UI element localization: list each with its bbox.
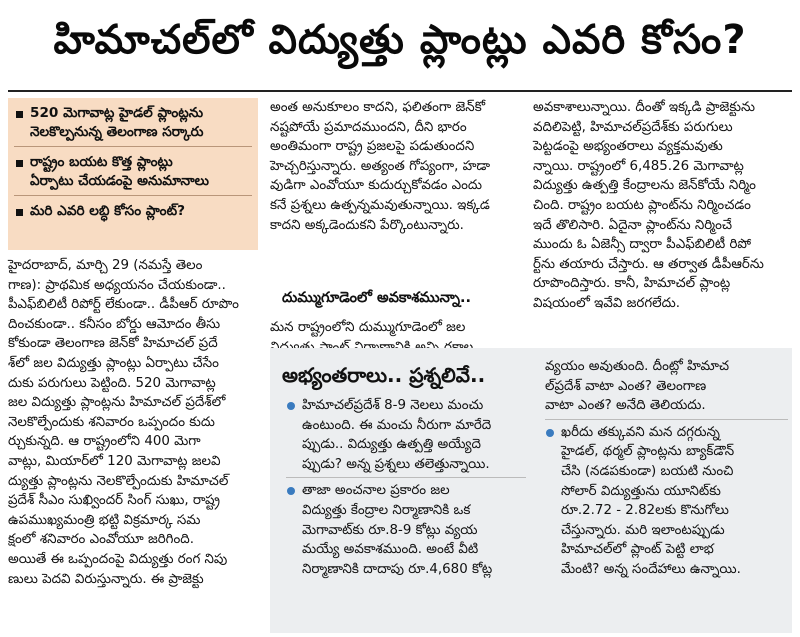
- objection-item: [545, 357, 788, 416]
- text-line: హిమాచల్‌ప్రదేశ్ 8-9 నెలలు మంచు: [302, 398, 484, 413]
- text-line: రూపొందిస్తారు. కానీ, హిమాచల్ ప్లాంట్ల: [533, 276, 731, 292]
- square-bullet-icon: [16, 160, 23, 167]
- objection-item: [286, 481, 526, 579]
- text-line: కనే ప్రశ్నలు ఉత్పన్నమవుతున్నాయి. ఇక్కడ: [270, 197, 490, 213]
- text-line: తాజా అంచనాల ప్రకారం జల: [302, 483, 450, 499]
- text-line: ముందు ఓ ఏజెన్సీ ద్వారా పీఎఫ్‌బిలిటీ రిపో: [533, 237, 752, 253]
- article-column-1: [8, 256, 258, 589]
- text-line: న్నాయి. రాష్ట్రంలో 6,485.26 మెగావాట్ల: [533, 158, 744, 174]
- text-line: మేంటి? అన్న సందేహాలు ఉన్నాయి.: [561, 561, 741, 577]
- text-line: ప్రదేశ్ సీఎం సుఖ్విందర్ సింగ్ సుఖు, రాష్ట్ర: [8, 493, 221, 509]
- text-line: విషయంలో ఇవేవి జరగలేదు.: [533, 295, 681, 311]
- text-line: హిమాచల్‌లో ప్లాంట్ పెట్టి లాభ: [561, 542, 714, 558]
- highlight-item: [8, 147, 258, 191]
- text-line: నిర్మాణానికి దాదాపు రూ.4,680 కోట్ల: [302, 561, 493, 577]
- bullet-icon: [287, 487, 295, 495]
- text-line: నష్టపోయే ప్రమాదముందని, దీని భారం: [270, 119, 467, 135]
- text-line: వాటా ఎంత? అనేది తెలియదు.: [545, 398, 706, 414]
- text-line: ద్యుత్తు ప్లాంట్లను నెలకొల్పేందుకు హిమాచల్: [8, 473, 229, 489]
- text-line: వ్యయం అవుతుంది. దీంట్లో హిమాచ: [545, 359, 730, 374]
- text-line: విద్యుత్తు కేంద్రాల నిర్మాణానికి ఒక: [302, 502, 471, 518]
- square-bullet-icon: [16, 209, 23, 216]
- text-line: గాణ): ప్రాథమిక అధ్యయనం చేయకుండా..: [8, 277, 226, 293]
- text-line: హైదరాబాద్, మార్చి 29 (నమస్తే తెలం: [8, 258, 203, 273]
- text-line: మన రాష్ట్రంలోని దుమ్ముగూడెంలో జల: [270, 320, 466, 335]
- bullet-icon: [546, 429, 554, 437]
- text-line: పీఎఫ్‌బిలిటీ రిపోర్ట్ లేకుండా.. డీపీఆర్ రూపొం: [8, 297, 239, 313]
- headline-rule: [8, 90, 792, 92]
- divider: [286, 477, 526, 478]
- text-line: ప్పుడు.. విద్యుత్తు ఉత్పత్తి అయ్యేదె: [302, 437, 481, 453]
- text-line: క్షంలో శనివారం ఎంవోయూ జరిగింది.: [8, 532, 194, 548]
- highlight-line: రాష్ట్రం బయట కొత్త ప్లాంట్లు: [30, 154, 173, 170]
- text-line: వాట్లు, మియార్‌లో 120 మెగావాట్ల జలవి: [8, 453, 221, 469]
- text-line: చేస్తున్నారు. మరి ఇలాంటప్పుడు: [561, 522, 725, 538]
- highlight-item: [8, 98, 258, 142]
- text-line: చేసి (నడపకుండా) బయటి నుంచి: [561, 463, 734, 479]
- text-line: ర్చుకున్నది. ఆ రాష్ట్రంలోని 400 మెగా: [8, 434, 201, 450]
- objections-left-column: [286, 396, 526, 579]
- highlight-line: 520 మెగావాట్ల హైడల్ ప్లాంట్లను: [30, 105, 204, 121]
- text-line: కాదని అక్కడెందుకని పేర్కొంటున్నారు.: [270, 217, 464, 233]
- bullet-icon: [287, 402, 295, 410]
- objection-item: [545, 423, 788, 580]
- text-line: అంతిమంగా రాష్ట్ర ప్రజలపై పడుతుందని: [270, 139, 475, 155]
- subheading: దుమ్ముగూడెంలో అవకాశమున్నా..: [282, 290, 472, 306]
- objections-title: అభ్యంతరాలు.. ప్రశ్నలివే..: [282, 363, 486, 387]
- text-line: ణులు పెదవి విరుస్తున్నారు. ఈ ప్రాజెక్టు: [8, 571, 204, 587]
- text-line: వదిలిపెట్టి, హిమాచల్‌ప్రదేశ్‌కు పరుగులు: [533, 119, 733, 135]
- highlight-line: నెలకొల్పనున్న తెలంగాణ సర్కారు: [30, 124, 204, 140]
- objections-right-column: [545, 357, 788, 580]
- highlights-box: [8, 98, 258, 250]
- text-line: పెట్టడంపై అభ్యంతరాలు వ్యక్తమవుతు: [533, 139, 723, 155]
- text-line: దించకుండా.. కనీసం బోర్డు ఆమోదం తీసు: [8, 316, 221, 332]
- text-line: ఉంటుంది. ఈ మంచు నీరుగా మారేదె: [302, 417, 492, 433]
- text-line: దుకు పరుగులు పెట్టింది. 520 మెగావాట్ల: [8, 375, 216, 391]
- text-line: హెచ్చరిస్తున్నారు. అత్యంత గోప్యంగా, హడా: [270, 158, 491, 174]
- text-line: సోలార్ విద్యుత్తును యూనిట్‌కు: [561, 483, 721, 499]
- text-line: మయ్యే అవకాశముంది. అంటే వీటి: [302, 542, 479, 558]
- text-line: మెగావాట్‌కు రూ.8-9 కోట్లు వ్యయ: [302, 522, 478, 538]
- objection-item: [286, 396, 526, 474]
- divider: [545, 419, 788, 420]
- text-line: చింది. రాష్ట్రం బయట ప్లాంట్‌ను నిర్మించడం: [533, 197, 751, 213]
- article-column-2: [270, 98, 520, 235]
- text-line: నెలకొల్పేందుకు శనివారం ఒప్పందం కుదు: [8, 414, 215, 430]
- highlight-item: [8, 196, 258, 221]
- text-line: విద్యుత్తు ఉత్పత్తి కేంద్రాలను జెన్‌కోయే నిర్మిం: [533, 178, 756, 194]
- text-line: కోకుండా తెలంగాణ జెన్‌కో హిమాచల్ ప్రదే: [8, 336, 218, 352]
- text-line: అంత అనుకూలం కాదని, ఫలితంగా జెన్‌కో: [270, 100, 486, 115]
- text-line: అయితే ఈ ఒప్పందంపై విద్యుత్తు రంగ నిపు: [8, 551, 228, 567]
- highlight-line: మరి ఎవరి లబ్ధి కోసం ప్లాంట్?: [30, 203, 185, 219]
- text-line: రూ.2.72 - 2.82లకు కొనుగోలు: [561, 503, 729, 519]
- headline: హిమాచల్‌లో విద్యుత్తు ప్లాంట్లు ఎవరి కోసం?: [53, 17, 747, 63]
- text-line: ఖరీదు తక్కువని మన దగ్గరున్న: [561, 424, 720, 440]
- text-line: హైడల్, థర్మల్ ప్లాంట్లను బ్యాక్‌డౌన్: [561, 444, 735, 460]
- text-line: ఇదే తొలిసారి. ఏదైనా ప్లాంట్‌ను నిర్మించే: [533, 217, 733, 233]
- article-column-3: [533, 98, 792, 314]
- text-line: ల్‌ప్రదేశ్ వాటా ఎంత? తెలంగాణ: [545, 378, 707, 394]
- text-line: ప్పుడు? అన్న ప్రశ్నలు తలెత్తున్నాయి.: [302, 456, 490, 472]
- text-line: ర్ట్‌ను తయారు చేస్తారు. ఆ తర్వాత డీపీఆర్‌ను: [533, 256, 764, 272]
- text-line: జల విద్యుత్తు ప్లాంట్లను హిమాచల్ ప్రదేశ్‌లో: [8, 395, 226, 411]
- text-line: అవకాశాలున్నాయి. దీంతో ఇక్కడి ప్రాజెక్టును: [533, 100, 755, 115]
- text-line: వుడిగా ఎంవోయూ కుదుర్చుకోవడం ఎందు: [270, 178, 483, 194]
- text-line: శ్‌లో జల విద్యుత్తు ప్లాంట్లు ఏర్పాటు చేసేం: [8, 355, 219, 371]
- text-line: ఉపముఖ్యమంత్రి భట్టి విక్రమార్క సమ: [8, 512, 201, 528]
- square-bullet-icon: [16, 111, 23, 118]
- highlight-line: ఏర్పాటు చేయడంపై అనుమానాలు: [30, 173, 209, 189]
